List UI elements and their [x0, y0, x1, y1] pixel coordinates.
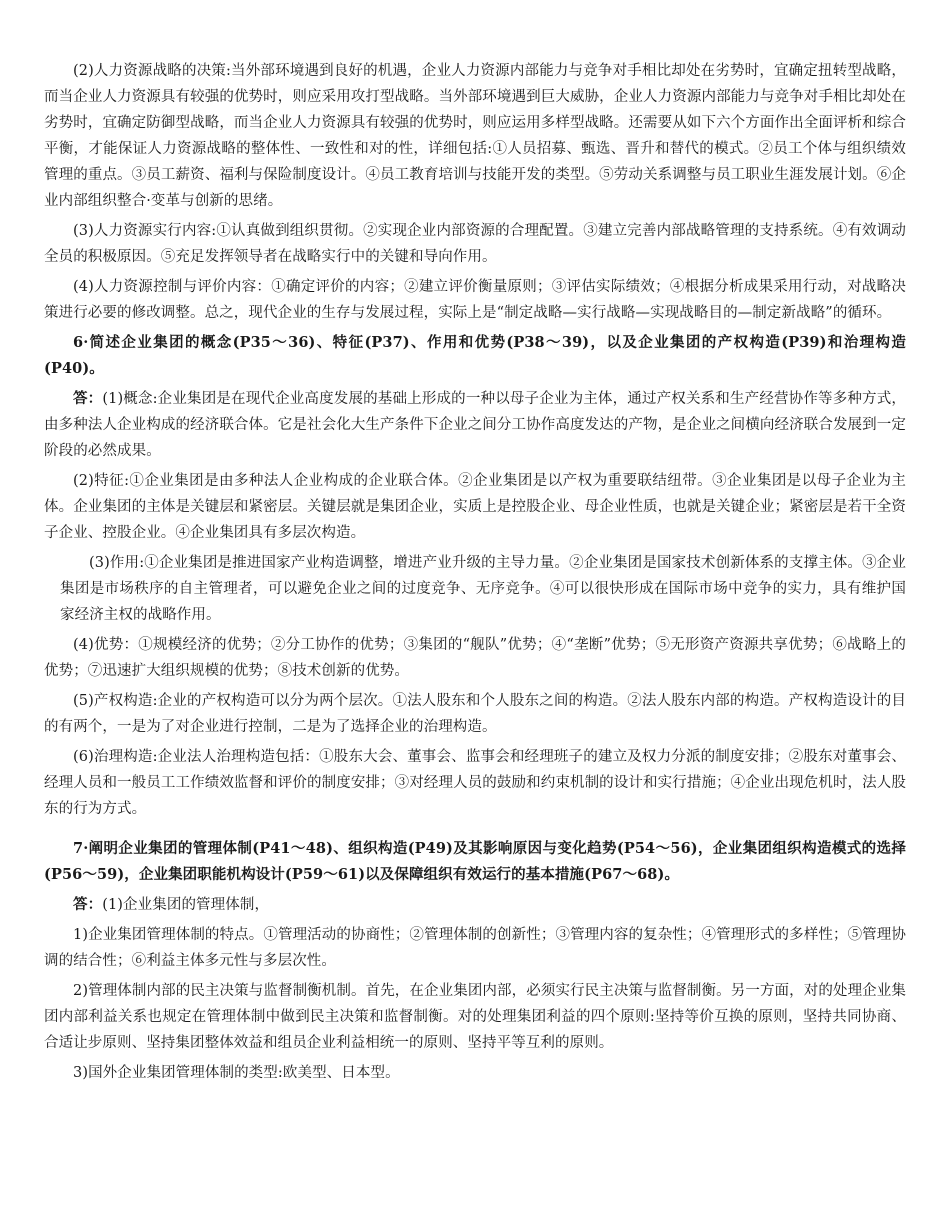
answer-6-property-structure: (5)产权构造:企业的产权构造可以分为两个层次。①法人股东和个人股东之间的构造。②法人股东内部的构造。产权构造设计的目的有两个，一是为了对企业进行控制，二是为了选择企业的治理构造。 — [44, 693, 906, 735]
answer-label: 答： — [73, 390, 103, 407]
question-6-heading: 6·简述企业集团的概念(P35～36)、特征(P37)、作用和优势(P38～39)，以及企业集团的产权构造(P39)和治理构造(P40)。 — [44, 334, 906, 377]
paragraph-hr-strategy-decision: (2)人力资源战略的决策:当外部环境遇到良好的机遇，企业人力资源内部能力与竞争对手相比却处在劣势时，宜确定扭转型战略，而当企业人力资源具有较强的优势时，则应采用攻打型战略。当外部环境遇到巨大威胁，企业人力资源内部能力与竞争对手相比却处在劣势时，宜确定防御型战略，而当企业人力资源具有较强的优势时，则应运用多样型战略。还需要从如下六个方面作出全面评析和综合平衡，才能保证人力资源战略的整体性、一致性和对的性，详细包括:①人员招募、甄选、晋升和替代的模式。②员工个体与组织绩效管理的重点。③员工薪资、福利与保险制度设计。④员工教育培训与技能开发的类型。⑤劳动关系调整与员工职业生涯发展计划。⑥企业内部组织整合·变革与创新的思绪。 — [44, 63, 906, 209]
answer-7-characteristics: 1)企业集团管理体制的特点。①管理活动的协商性；②管理体制的创新性；③管理内容的复杂性；④管理形式的多样性；⑤管理协调的结合性；⑥利益主体多元性与多层次性。 — [44, 927, 906, 969]
paragraph-hr-implementation: (3)人力资源实行内容:①认真做到组织贯彻。②实现企业内部资源的合理配置。③建立完善内部战略管理的支持系统。④有效调动全员的积极原因。⑤充足发挥领导者在战略实行中的关键和导向作用。 — [44, 223, 906, 265]
answer-7-intro-text: (1)企业集团的管理体制， — [102, 897, 270, 913]
answer-label: 答： — [73, 896, 103, 913]
answer-6-governance-structure: (6)治理构造:企业法人治理构造包括：①股东大会、董事会、监事会和经理班子的建立及权力分派的制度安排；②股东对董事会、经理人员和一般员工工作绩效监督和评价的制度安排；③对经理人员的鼓励和约束机制的设计和实行措施；④企业出现危机时，法人股东的行为方式。 — [44, 749, 906, 817]
answer-6-concept-text: (1)概念:企业集团是在现代企业高度发展的基础上形成的一种以母子企业为主体，通过产权关系和生产经营协作等多种方式，由多种法人企业构成的经济联合体。它是社会化大生产条件下企业之间分工协作高度发达的产物，是企业之间横向经济联合发展到一定阶段的必然成果。 — [44, 391, 907, 459]
paragraph-hr-control-evaluation: (4)人力资源控制与评价内容：①确定评价的内容；②建立评价衡量原则；③评估实际绩效；④根据分析成果采用行动，对战略决策进行必要的修改调整。总之，现代企业的生存与发展过程，实际上是“制定战略—实行战略—实现战略目的—制定新战略”的循环。 — [44, 279, 906, 321]
answer-6-functions: (3)作用:①企业集团是推进国家产业构造调整，增进产业升级的主导力量。②企业集团是国家技术创新体系的支撑主体。③企业集团是市场秩序的自主管理者，可以避免企业之间的过度竞争、无序竞争。④可以很快形成在国际市场中竞争的实力，具有维护国家经济主权的战略作用。 — [60, 555, 906, 623]
answer-7-democratic-decision: 2)管理体制内部的民主决策与监督制衡机制。首先，在企业集团内部，必须实行民主决策与监督制衡。另一方面，对的处理企业集团内部利益关系也规定在管理体制中做到民主决策和监督制衡。对的处理集团利益的四个原则:坚持等价互换的原则，坚持共同协商、合适让步原则、坚持集团整体效益和组员企业利益相统一的原则、坚持平等互利的原则。 — [44, 983, 906, 1051]
answer-6-concept — [44, 386, 906, 464]
answer-7-foreign-types: 3)国外企业集团管理体制的类型:欧美型、日本型。 — [73, 1065, 400, 1081]
question-7-heading: 7·阐明企业集团的管理体制(P41～48)、组织构造(P49)及其影响原因与变化趋势(P54～56)，企业集团组织构造模式的选择(P56～59)，企业集团职能机构设计(P59～61)以及保障组织有效运行的基本措施(P67～68)。 — [44, 840, 906, 883]
answer-7-intro — [44, 892, 906, 918]
answer-6-features: (2)特征:①企业集团是由多种法人企业构成的企业联合体。②企业集团是以产权为重要联结纽带。③企业集团是以母子企业为主体。企业集团的主体是关键层和紧密层。关键层就是集团企业，实质上是控股企业、母企业性质，也就是关键企业；紧密层是若干全资子企业、控股企业。④企业集团具有多层次构造。 — [44, 473, 906, 541]
answer-6-advantages: (4)优势：①规模经济的优势；②分工协作的优势；③集团的“舰队”优势；④“垄断”优势；⑤无形资产资源共享优势；⑥战略上的优势；⑦迅速扩大组织规模的优势；⑧技术创新的优势。 — [44, 637, 906, 679]
